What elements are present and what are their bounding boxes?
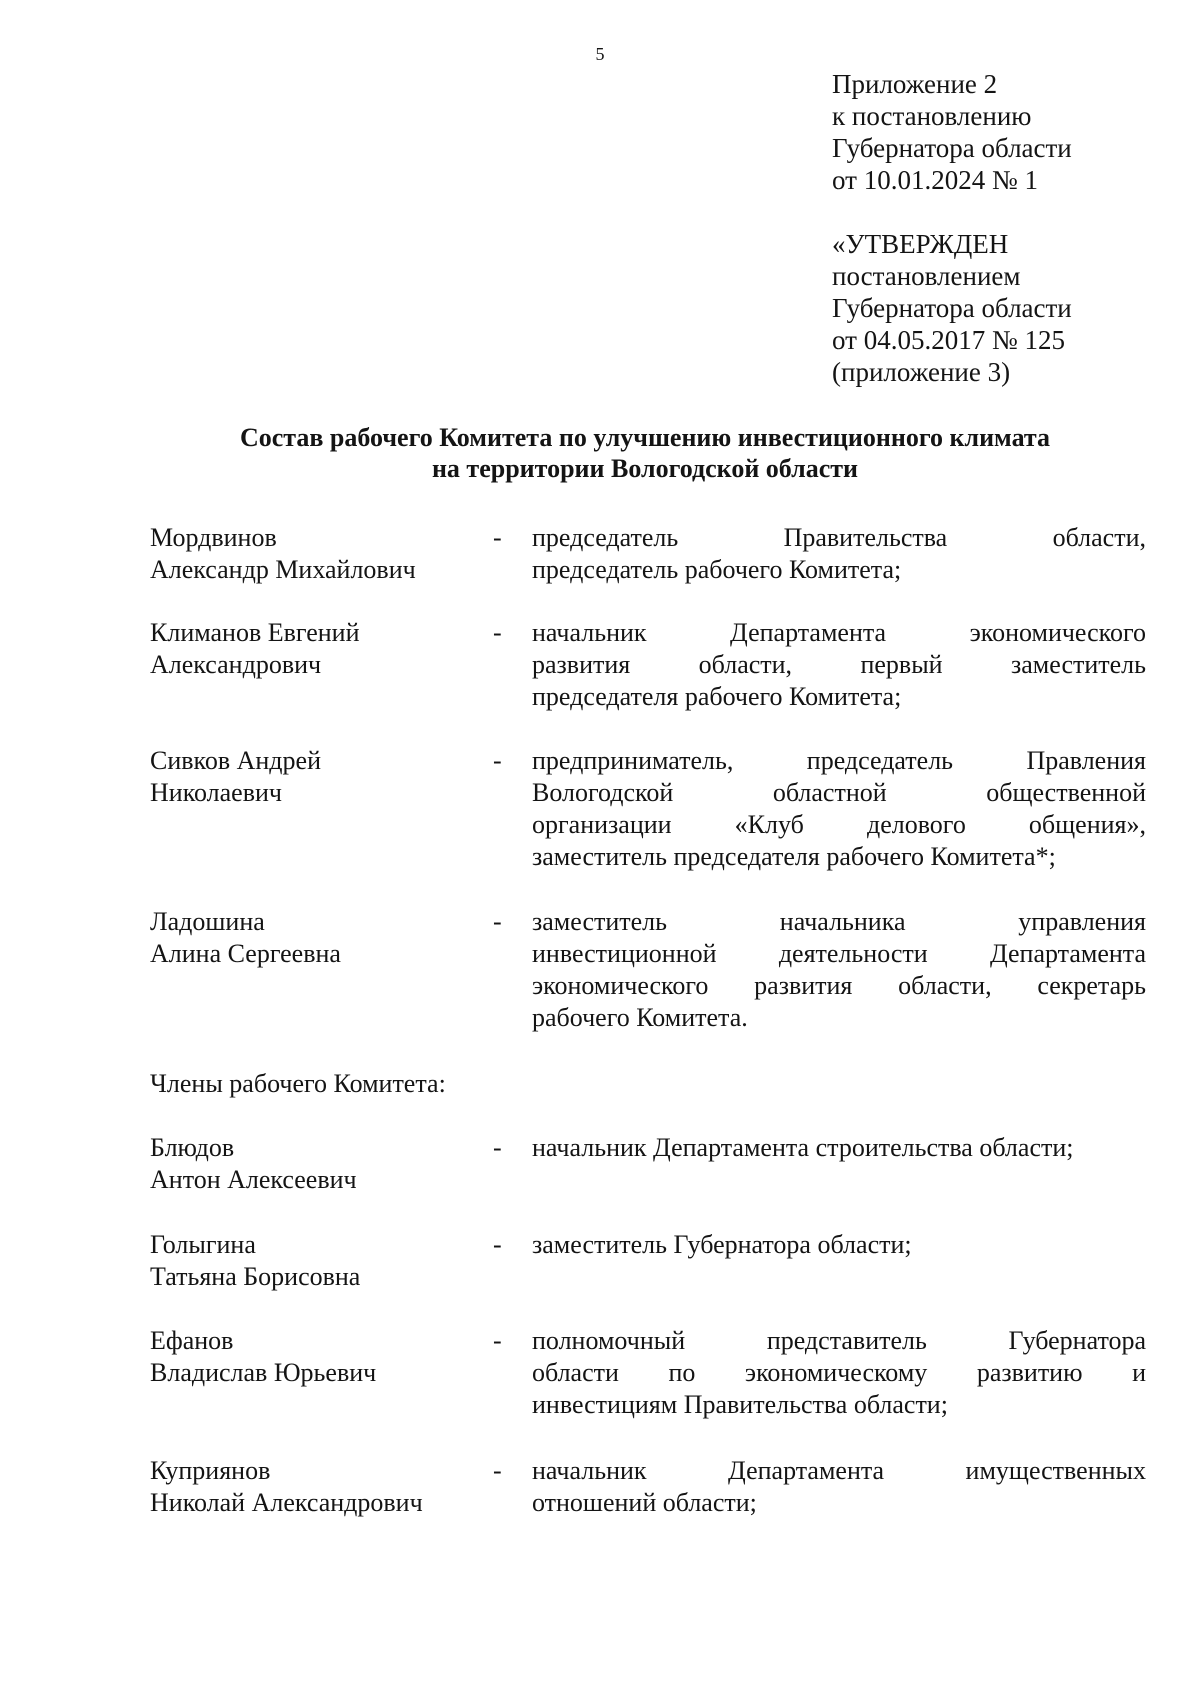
member-role-line: полномочный представитель Губернатора (532, 1326, 1146, 1355)
member-role-line: рабочего Комитета. (532, 1003, 748, 1032)
member-name-line: Ладошина (150, 907, 265, 936)
document-title (140, 422, 1150, 484)
approved-line: «УТВЕРЖДЕН (832, 229, 1009, 259)
dash-separator: - (493, 907, 502, 936)
member-role-line: председатель Правительства области, (532, 523, 1146, 552)
member-name (150, 745, 490, 809)
member-name-line: Мордвинов (150, 523, 277, 552)
dash-separator: - (493, 1456, 502, 1485)
member-name-line: Николаевич (150, 778, 282, 807)
member-role (532, 617, 1146, 713)
member-role (532, 1229, 1146, 1261)
dash-separator: - (493, 618, 502, 647)
member-name-line: Голыгина (150, 1230, 256, 1259)
member-name (150, 1325, 490, 1389)
title-line: Состав рабочего Комитета по улучшению инвестиционного климата (239, 423, 1051, 452)
member-role-line: отношений области; (532, 1488, 757, 1517)
member-name (150, 1455, 490, 1519)
dash-separator: - (493, 1326, 502, 1355)
member-role-line: начальник Департамента экономического (532, 618, 1146, 647)
approved-line: постановлением (832, 261, 1021, 291)
member-role (532, 906, 1146, 1034)
member-role-line: инвестициям Правительства области; (532, 1390, 948, 1419)
appendix-line: Приложение 2 (832, 69, 998, 99)
member-name-line: Николай Александрович (150, 1488, 423, 1517)
appendix-line: Губернатора области (832, 133, 1072, 163)
member-role (532, 1132, 1146, 1164)
member-role-line: председателя рабочего Комитета; (532, 682, 902, 711)
member-name-line: Климанов Евгений (150, 618, 360, 647)
members-heading: Члены рабочего Комитета: (150, 1069, 446, 1098)
member-role-line: предприниматель, председатель Правления (532, 746, 1146, 775)
dash-separator: - (493, 1230, 502, 1259)
member-role-line: председатель рабочего Комитета; (532, 555, 902, 584)
dash-separator: - (493, 746, 502, 775)
member-name (150, 522, 490, 586)
appendix-line: к постановлению (832, 101, 1032, 131)
member-role (532, 1455, 1146, 1519)
member-name-line: Александрович (150, 650, 322, 679)
member-name-line: Алина Сергеевна (150, 939, 341, 968)
member-name (150, 1132, 490, 1196)
member-name-line: Антон Алексеевич (150, 1165, 357, 1194)
appendix-block (832, 68, 1072, 196)
member-role-line: области по экономическому развитию и (532, 1358, 1146, 1387)
member-name-line: Куприянов (150, 1456, 271, 1485)
appendix-line: от 10.01.2024 № 1 (832, 165, 1038, 195)
member-role-line: заместитель Губернатора области; (532, 1230, 912, 1259)
member-role-line: начальник Департамента имущественных (532, 1456, 1146, 1485)
member-role-line: инвестиционной деятельности Департамента (532, 939, 1146, 968)
member-name-line: Блюдов (150, 1133, 235, 1162)
member-name-line: Владислав Юрьевич (150, 1358, 377, 1387)
member-name-line: Сивков Андрей (150, 746, 321, 775)
member-role-line: организации «Клуб делового общения», (532, 810, 1146, 839)
approved-line: Губернатора области (832, 293, 1072, 323)
member-role-line: заместитель председателя рабочего Комитета*; (532, 842, 1056, 871)
member-name-line: Александр Михайлович (150, 555, 416, 584)
dash-separator: - (493, 1133, 502, 1162)
member-role-line: экономического развития области, секретарь (532, 971, 1146, 1000)
member-role-line: Вологодской областной общественной (532, 778, 1146, 807)
member-role-line: заместитель начальника управления (532, 907, 1146, 936)
member-name (150, 1229, 490, 1293)
member-name (150, 617, 490, 681)
member-role-line: развития области, первый заместитель (532, 650, 1146, 679)
member-role (532, 1325, 1146, 1421)
member-name-line: Ефанов (150, 1326, 234, 1355)
member-name (150, 906, 490, 970)
member-role (532, 522, 1146, 586)
dash-separator: - (493, 523, 502, 552)
title-line: на территории Вологодской области (431, 454, 859, 483)
member-role (532, 745, 1146, 873)
approved-line: от 04.05.2017 № 125 (832, 325, 1065, 355)
member-role-line: начальник Департамента строительства области; (532, 1133, 1074, 1162)
approved-line: (приложение 3) (832, 357, 1011, 387)
approved-block (832, 228, 1072, 388)
member-name-line: Татьяна Борисовна (150, 1262, 361, 1291)
page-number: 5 (595, 44, 605, 64)
